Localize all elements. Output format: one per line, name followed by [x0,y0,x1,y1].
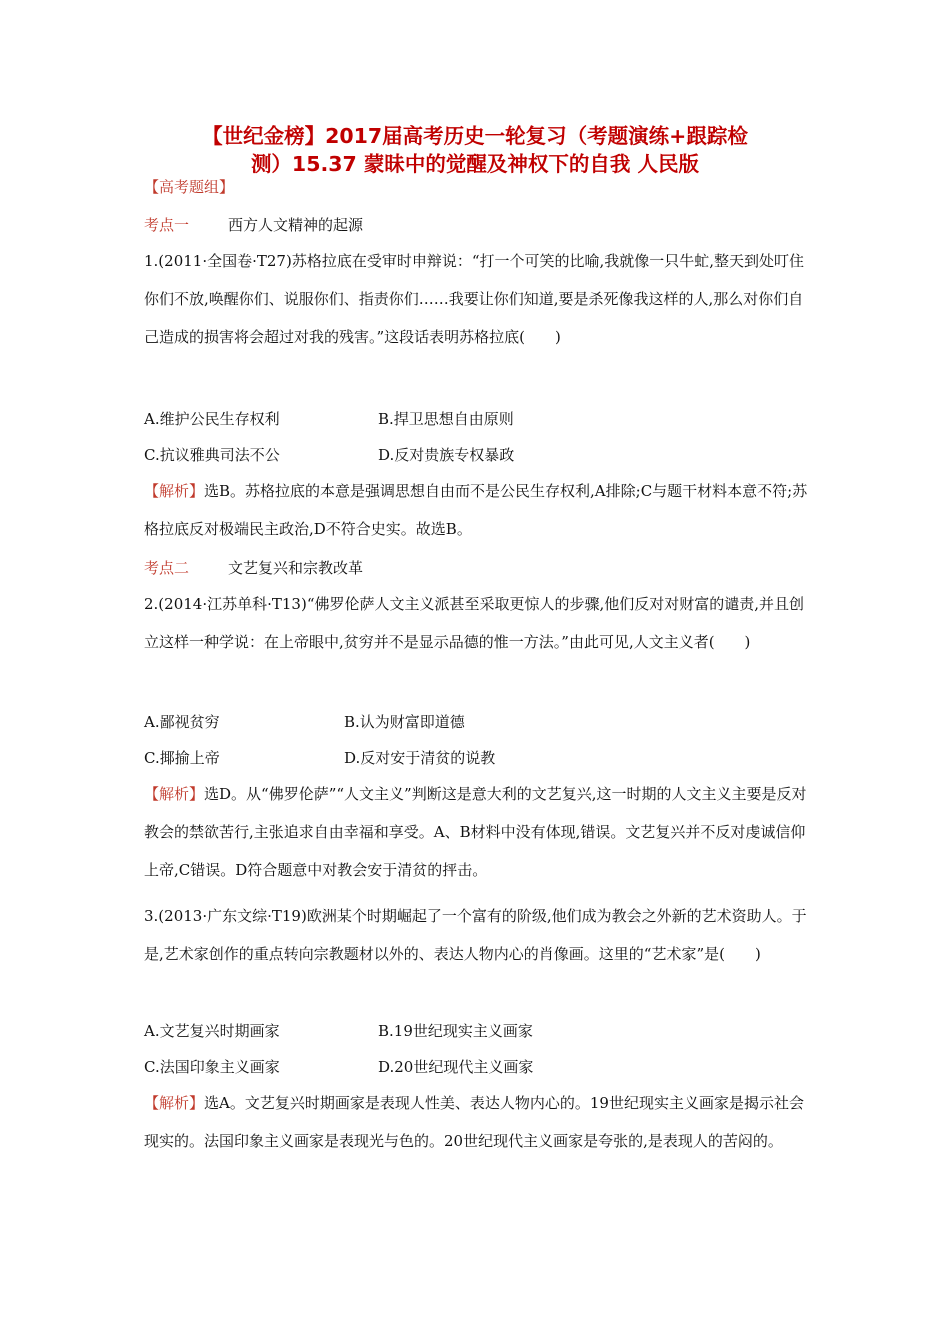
question-3-option-a: A.文艺复兴时期画家 [144,1022,280,1040]
document-title [144,122,806,178]
question-1-option-b: B.捍卫思想自由原则 [378,410,514,428]
kaodian-2-label: 考点二 [144,559,190,577]
title-line-1: 【世纪金榜】2017届高考历史一轮复习（考题演练+跟踪检 [202,124,748,148]
question-3-analysis [144,1084,808,1160]
question-2-option-d: D.反对安于清贫的说教 [344,749,496,767]
title-line-2: 测）15.37 蒙昧中的觉醒及神权下的自我 人民版 [250,152,700,176]
section-label: 【高考题组】 [144,178,235,196]
question-1-option-a: A.维护公民生存权利 [144,410,280,428]
kaodian-1 [144,214,363,235]
kaodian-1-text: 西方人文精神的起源 [228,216,364,234]
question-1-analysis-label: 【解析】 [144,482,205,500]
question-2-analysis-label: 【解析】 [144,785,205,803]
question-2-option-c: C.揶揄上帝 [144,749,220,767]
question-1-analysis-text: 选B。苏格拉底的本意是强调思想自由而不是公民生存权利,A排除;C与题干材料本意不符;苏格拉底反对极端民主政治,D不符合史实。故选B。 [144,482,808,538]
question-1-analysis [144,472,808,548]
question-3-option-b: B.19世纪现实主义画家 [378,1022,533,1040]
kaodian-2 [144,557,363,578]
kaodian-2-text: 文艺复兴和宗教改革 [228,559,364,577]
question-1-stem: 1.(2011·全国卷·T27)苏格拉底在受审时申辩说：“打一个可笑的比喻,我就像一只牛虻,整天到处叮住你们不放,唤醒你们、说服你们、指责你们……我要让你们知道,要是杀死像我这样的人,那么对你们自己造成的损害将会超过对我的残害。”这段话表明苏格拉底( ) [144,252,805,346]
question-1-option-d: D.反对贵族专权暴政 [378,446,515,464]
question-3-stem: 3.(2013·广东文综·T19)欧洲某个时期崛起了一个富有的阶级,他们成为教会之外新的艺术资助人。于是,艺术家创作的重点转向宗教题材以外的、表达人物内心的肖像画。这里的“艺术家”是( ) [144,907,807,963]
question-3-option-d: D.20世纪现代主义画家 [378,1058,534,1076]
question-2-analysis-text: 选D。从“佛罗伦萨”“人文主义”判断这是意大利的文艺复兴,这一时期的人文主义主要是反对教会的禁欲苦行,主张追求自由幸福和享受。A、B材料中没有体现,错误。文艺复兴并不反对虔诚信仰上帝,C错误。D符合题意中对教会安于清贫的抨击。 [144,785,807,879]
question-3-analysis-text: 选A。文艺复兴时期画家是表现人性美、表达人物内心的。19世纪现实主义画家是揭示社会现实的。法国印象主义画家是表现光与色的。20世纪现代主义画家是夸张的,是表现人的苦闷的。 [144,1094,804,1150]
question-2-analysis [144,775,808,889]
kaodian-1-label: 考点一 [144,216,190,234]
question-2-option-b: B.认为财富即道德 [344,713,465,731]
question-2-option-a: A.鄙视贫穷 [144,713,220,731]
question-3-analysis-label: 【解析】 [144,1094,205,1112]
question-1-option-c: C.抗议雅典司法不公 [144,446,280,464]
question-2-stem: 2.(2014·江苏单科·T13)“佛罗伦萨人文主义派甚至采取更惊人的步骤,他们反对对财富的谴责,并且创立这样一种学说：在上帝眼中,贫穷并不是显示品德的惟一方法。”由此可见,人文主义者( ) [144,595,805,651]
question-3-option-c: C.法国印象主义画家 [144,1058,280,1076]
